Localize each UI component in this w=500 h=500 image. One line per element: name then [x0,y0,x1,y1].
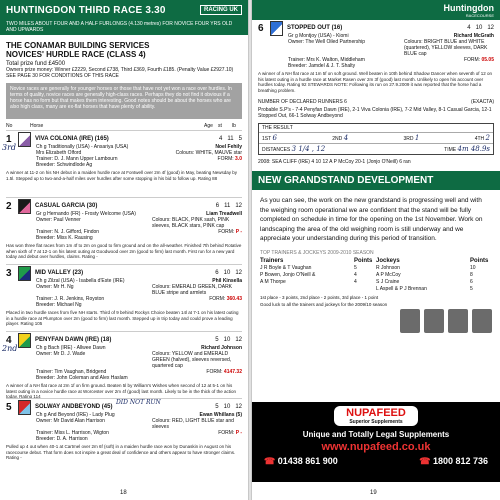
colours: Colours: WHITE, MAUVE star [175,150,242,156]
runner-st: 10 [475,25,483,31]
form-row: FORM: P - [218,430,242,436]
trainer-name: P Bowen, Jonjo O'Neill & [260,271,316,278]
phone-icon: ☎ [264,456,276,466]
points-note: 1st place - 3 points, 2nd place - 2 points, 3rd place - 1 point [260,294,379,300]
breeder: Breeder: John Coleman and Alex Haslam [36,375,128,381]
runner-age: 5 [215,337,219,343]
breeder-row [36,162,242,168]
jockey-name: Noel Fehily [215,144,242,150]
grandstand-paragraph: As you can see, the work on the new grandstand is progressing well and with the weighing room operational we are confident that the stand will be fully completed on schedule in time for the opening on the 1st November. Work on landscaping the area of the old weighing room is still underway and we appreciate your understanding during this period of transition. [260,197,483,242]
jockey-points: 8 [470,271,473,278]
declared-runners [258,99,494,105]
colours: Colours: BRIGHT BLUE and WHITE (quartered), YELLOW sleeves, DARK BLUE cap [404,39,488,57]
jockey-name: Richard Johnson [201,345,242,351]
jockey-photo [400,309,420,333]
handwritten-note: 2nd [2,344,18,353]
trainer-name: A M Thorpe [260,278,286,285]
trainers-jockeys-table [260,250,492,307]
age-weight [198,404,242,410]
phone-1: 01438 861 900 [277,456,338,466]
runner-lb: 12 [235,404,242,410]
owner-row [36,418,242,430]
result-label: THE RESULT [262,125,293,131]
form-figures: P - [235,229,242,235]
form-figures: P - [235,430,242,436]
runner-age: 6 [215,270,219,276]
jockey-photo [424,309,444,333]
jockey-name: Ewan Whillans (5) [199,412,242,418]
runner-lb: 12 [487,25,494,31]
owner: Owner: Mr H. Ng [36,284,74,290]
breeding: Gr g Hernando (FR) - Frosty Welcome (USA) [36,211,136,217]
owner-row [36,284,242,296]
jockey-silk-icon [18,132,31,147]
form-row: FORM: 05.05 [463,57,494,63]
third-label: 3RD [403,136,414,142]
breeder-row [36,302,242,308]
runner-comment: A winner of a NH flat race at 1m 5f on soft ground. Well beaten in 10th behind Shadow Dancer when seventh of 12 on his latest outing in a hurdle race at Market Rasen over 2m 3f (good) last month. Unlikely to open his account over hurdles today. Rating 92 STEWARDS NOTE: Following its run on 27.9.2009 it was reported that the horse had a breathing problem. [258,71,493,93]
runner-st: 10 [223,337,231,343]
first-label: 1ST [262,136,272,142]
col-points: Points [354,257,373,264]
horse-name: CASUAL GARCIA (30) [35,203,98,209]
owner-row [36,217,242,229]
breeder: Breeder: Jamdel & J. T. Shalty [288,63,356,69]
form-figures: 3.0 [235,156,242,162]
race-title: HUNTINGDON THIRD RACE 3.30 [6,4,166,16]
colours: Colours: RED, LIGHT BLUE star and sleeves [152,418,234,430]
second-label: 2ND [332,136,343,142]
runner-2 [6,197,242,264]
runner-4 [2,331,242,399]
col-st: st [218,123,222,129]
breeder: Breeder: D. A. Harrison [36,436,88,442]
trainer-name [260,286,354,293]
trainer: Trainer: J. R. Jenkins, Royston [36,296,105,302]
trainer: Trainer: Tim Vaughan, Bridgend [36,369,107,375]
age-weight [198,203,242,209]
huntingdon-logo: Huntingdon [443,2,494,13]
owner: Owner: The Well Oiled Partnership [288,39,366,45]
jockey-silk-icon [18,333,31,348]
table-grid [260,258,492,293]
jockey-points: 6 [470,278,473,285]
runner-number: 5 [6,401,12,413]
runner-list [0,130,248,465]
breeding: Ch g And Beyond (IRE) - Lady Plug [36,412,115,418]
jockey-name: Richard McGrath [453,33,494,39]
logo-subtitle: RACECOURSE [465,12,494,18]
jockey-photo [448,309,468,333]
trainer-points: 5 [354,264,357,271]
runner-age: 6 [215,203,220,209]
horse-name: VIVA COLONIA (IRE) (165) [35,136,109,142]
left-page [0,0,248,500]
form-row: FORM: 4147.32 [206,369,242,375]
trainer: Trainer: Miss L. Harrison, Wigton [36,430,109,436]
ad-tagline: Unique and Totally Legal Supplements [302,430,450,439]
trainer-points [354,286,376,293]
jockey-name: L Aspell & P J Brennan [376,285,427,292]
runner-age: 4 [219,136,223,142]
breeding: Ch g Zilzal (USA) - Isabella d'Este (IRE) [36,278,125,284]
runner-header [258,23,494,33]
phone-2: 1800 812 736 [432,456,488,466]
runner-comment: A winner of a NH flat race at 2m 1f on firm ground. Beaten 5l by William's Wishes when second of 12 at 5-1 on his latest outing in a novice hurdle race at Worcester over 2m 4f (good) last month. Likely to be in the thick of the action today. Rating 114 [6,383,237,399]
nupafeed-logo [334,406,418,426]
horse-name: SOLWAY ANDBEYOND (45) [35,404,113,410]
handwritten-note: 3rd [2,143,17,152]
jockey-photos [260,309,492,333]
breeder: Breeder: Schwindlode Ag [36,162,93,168]
owner-row [36,351,242,369]
trainer-name: J R Boyle & T Vaughan [260,264,312,271]
col-age: Age [204,123,213,129]
owner: Owner: Paul Venner [36,217,81,223]
col-lb: lb [232,123,236,129]
declared-count: NUMBER OF DECLARED RUNNERS 6 [258,99,347,105]
owner-row [288,39,494,57]
handwritten-note: DID NOT RUN [116,399,161,406]
runner-lb: 5 [238,136,242,142]
runner-st: 10 [223,404,231,410]
race-sponsor-title [6,41,242,59]
nupafeed-advert [252,402,500,482]
form-row: FORM: 3.0 [217,156,242,162]
runner-5 [6,398,242,465]
jockey-name: Liam Treadwell [206,211,242,217]
jockey-name: Phil Kinsella [212,278,242,284]
ad-phones [264,456,488,467]
jockey-name: S J Craine [376,278,400,285]
breeding: Ch g Traditionally (USA) - Ansariya (USA) [36,144,129,150]
runner-age: 4 [467,25,471,31]
trainer-points: 4 [354,271,357,278]
first-place: 6 [272,134,277,142]
novice-info-box: Novice races are generally for younger horses or those that have not yet won a race over hurdles. In terms of quality, novice races are generally high-class races. Perhaps they do not find it obvious if a horse has no form but that makes them interesting. Good notes should be about the horses who are also high class, many are ex-flat horses that have plenty of ability. [6,83,242,119]
racecourse-header [252,0,500,20]
probable-sp: Probable S.P's - 7-4 Penyfan Dawn (IRE), 2-1 Viva Colonia (IRE), 7-2 Mid Valley, 8-1 Casual Garcia, 12-1 Stopped Out, 66-1 Solway Andbeyond [258,107,492,119]
jockey-photo [472,309,492,333]
racing-uk-logo: RACING UK [200,5,242,15]
horse-name: PENYFAN DAWN (IRE) (18) [35,337,112,343]
form-figures: 360.43 [226,296,242,302]
runner-number: 2 [6,200,12,212]
runner-st: 11 [227,136,234,142]
table-title: TOP TRAINERS & JOCKEYS 2009-2010 SEASON [260,249,374,256]
colours: Colours: EMERALD GREEN, DARK BLUE stripe and armlets [152,284,233,296]
breeder: Breeder: Miss K. Rausing [36,235,93,241]
breeding: Ch g Bach (IRE) - Allwee Dawn [36,345,106,351]
fourth-label: 4TH [474,136,485,142]
runner-lb: 12 [235,270,242,276]
ad-brand-sub: Superior Supplements [349,419,403,425]
jockey-name: R Johnson [376,264,400,271]
phone-icon: ☎ [419,456,431,466]
fourth-place: 2 [485,134,490,142]
horse-name: MID VALLEY (23) [35,270,84,276]
breeder: Breeder: Michael Ng [36,302,82,308]
column-header [6,123,242,129]
runner-lb: 12 [235,337,242,343]
grandstand-banner: NEW GRANDSTAND DEVELOPMENT [252,171,500,190]
jockey-silk-icon [18,400,31,415]
owner: Mrs Elizabeth Olford [36,150,82,156]
runner-number: 4 [6,334,12,346]
runner-3 [6,264,242,331]
right-page [252,0,500,500]
col-trainers: Trainers [260,257,284,264]
jockey-name: A P McCoy [376,271,401,278]
runner-number: 6 [258,22,264,34]
race-header [0,0,248,20]
trainer: Trainer: Mrs K. Walton, Middleham [288,57,365,63]
trainer: Trainer: D. J. Mann Upper Lambourn [36,156,118,162]
age-weight [198,136,242,142]
col-horse: Horse [30,123,44,129]
breeder-row [36,436,242,442]
breeder-row [288,63,494,69]
ad-brand: NUPAFEED [346,407,406,419]
runner-header [6,201,242,211]
previous-winner: 2008: SEA CLIFF (IRE) 4 10 12 A P McCoy 20-1 (Jonjo O'Neill) 6 ran [258,159,411,165]
distances-label: DISTANCES [262,147,291,153]
form-row: FORM: 360.43 [209,296,242,302]
colours: Colours: BLACK, PINK sash, PINK sleeves, BLACK stars, PINK cap [152,217,230,229]
conditions-note: SEE PAGE 30 FOR CONDITIONS OF THIS RACE [6,73,119,79]
jockey-silk-icon [18,266,31,281]
jockey-points: 5 [470,285,473,292]
luck-note: Good luck to all the trainers and jockeys for the 2009/10 season [260,301,388,307]
runner-6 [258,23,494,97]
runner-number: 3 [6,267,12,279]
runner-header [6,134,242,144]
runner-comment: Pulled up 4 out when 40-1 at Cartmel over 2m 6f (soft) in a maiden hurdle race won by Dunaskin in August on his racecourse debut. That form does not inspire a great deal of confidence and others appear to have stronger claims. Rating - [6,444,236,460]
breeding: Gr g Montjoy (USA) - Kiomi [288,33,349,39]
colours: Colours: YELLOW and EMERALD GREEN (halved), sleeves reversed, quartered cap [152,351,232,369]
owner: Owner: Mr D. J. Wade [36,351,86,357]
form-figures: 4147.32 [223,369,242,375]
time-label: TIME [444,147,457,153]
exacta-label: (EXACTA) [471,99,494,105]
ad-url: www.nupafeed.co.uk [321,441,431,453]
jockey-silk-icon [18,199,31,214]
col-points-2: Points [470,257,489,264]
race-distance-subheader: TWO MILES ABOUT FOUR AND A HALF FURLONGS (4.130 metres) FOR NOVICE FOUR YRS OLD AND UPWARDS [0,20,248,35]
horse-name: STOPPED OUT (16) [287,25,343,31]
runner-comment: A winner at 11-2 on his NH debut in a maiden hurdle race at Fontwell over 2m 4f (good) in May, beating Newsday by 1.5l. Stepped up to two-and-a-half miles over hurdles after some stopping in his bid to follow up. Rating 88 [6,170,237,181]
sponsor-line-1: THE CONAMAR BUILDING SERVICES [6,41,150,50]
col-no: No [6,123,13,129]
ad-phone-ie [419,456,488,467]
runner-lb: 12 [235,203,242,209]
runner-header [6,335,242,345]
second-place: 4 [343,134,349,142]
trainer-points: 4 [354,278,357,285]
form-row: FORM: P - [218,229,242,235]
ad-phone-uk [264,456,338,467]
sponsor-line-2: NOVICES' HURDLE RACE (CLASS 4) [6,50,146,59]
jockey-points: 10 [470,264,476,271]
third-place: 1 [414,134,420,142]
age-weight [450,25,494,31]
trainer: Trainer: N. J. Gifford, Findon [36,229,100,235]
distances-value: 3 1/4 , 12 [291,145,326,153]
age-weight [198,270,242,276]
runner-st: 11 [224,203,231,209]
col-jockeys: Jockeys [376,257,400,264]
runner-comment: Placed in two hurdle races from five NH starts. Third of 9 behind Rockys Choice beaten 14l at 7-1 on his latest outing in a hurdle race at Plumpton over 2m (good to firm) last month. Stepped up in trip today and could prove a leading player. Rating 105 [6,310,239,326]
age-weight [198,337,242,343]
prize-detail: Owners prize money: Winner £2229, Second £738, Third £369, Fourth £185. (Penalty Value £2927.10) [6,67,234,73]
runner-st: 10 [223,270,231,276]
page-number-right: 19 [370,490,377,496]
prize-fund: Total prize fund £4500 [6,61,66,67]
runner-age: 5 [215,404,219,410]
result-box [258,123,494,155]
breeder-row [36,235,242,241]
breeder-row [36,375,242,381]
jockey-silk-icon [270,21,283,36]
owner: Owner: Mr David Alan Harrison [36,418,105,424]
runner-header [6,268,242,278]
runner-comment: Has won three flat races from 1m 4f to 2m on good to firm ground and on the all-weather. Finished 7th behind Rotative when sixth of 7 at 12-1 on his latest outing at Goodwood over 2m (good to firm) last month. First run for a new yard today and debut over hurdles, claims. Rating - [6,243,242,259]
page-number-left: 18 [120,490,127,496]
runner-number: 1 [6,133,12,145]
form-figures: 05.05 [481,57,494,63]
time-value: 4m 48.9s [457,145,490,153]
runner-1 [2,130,242,197]
